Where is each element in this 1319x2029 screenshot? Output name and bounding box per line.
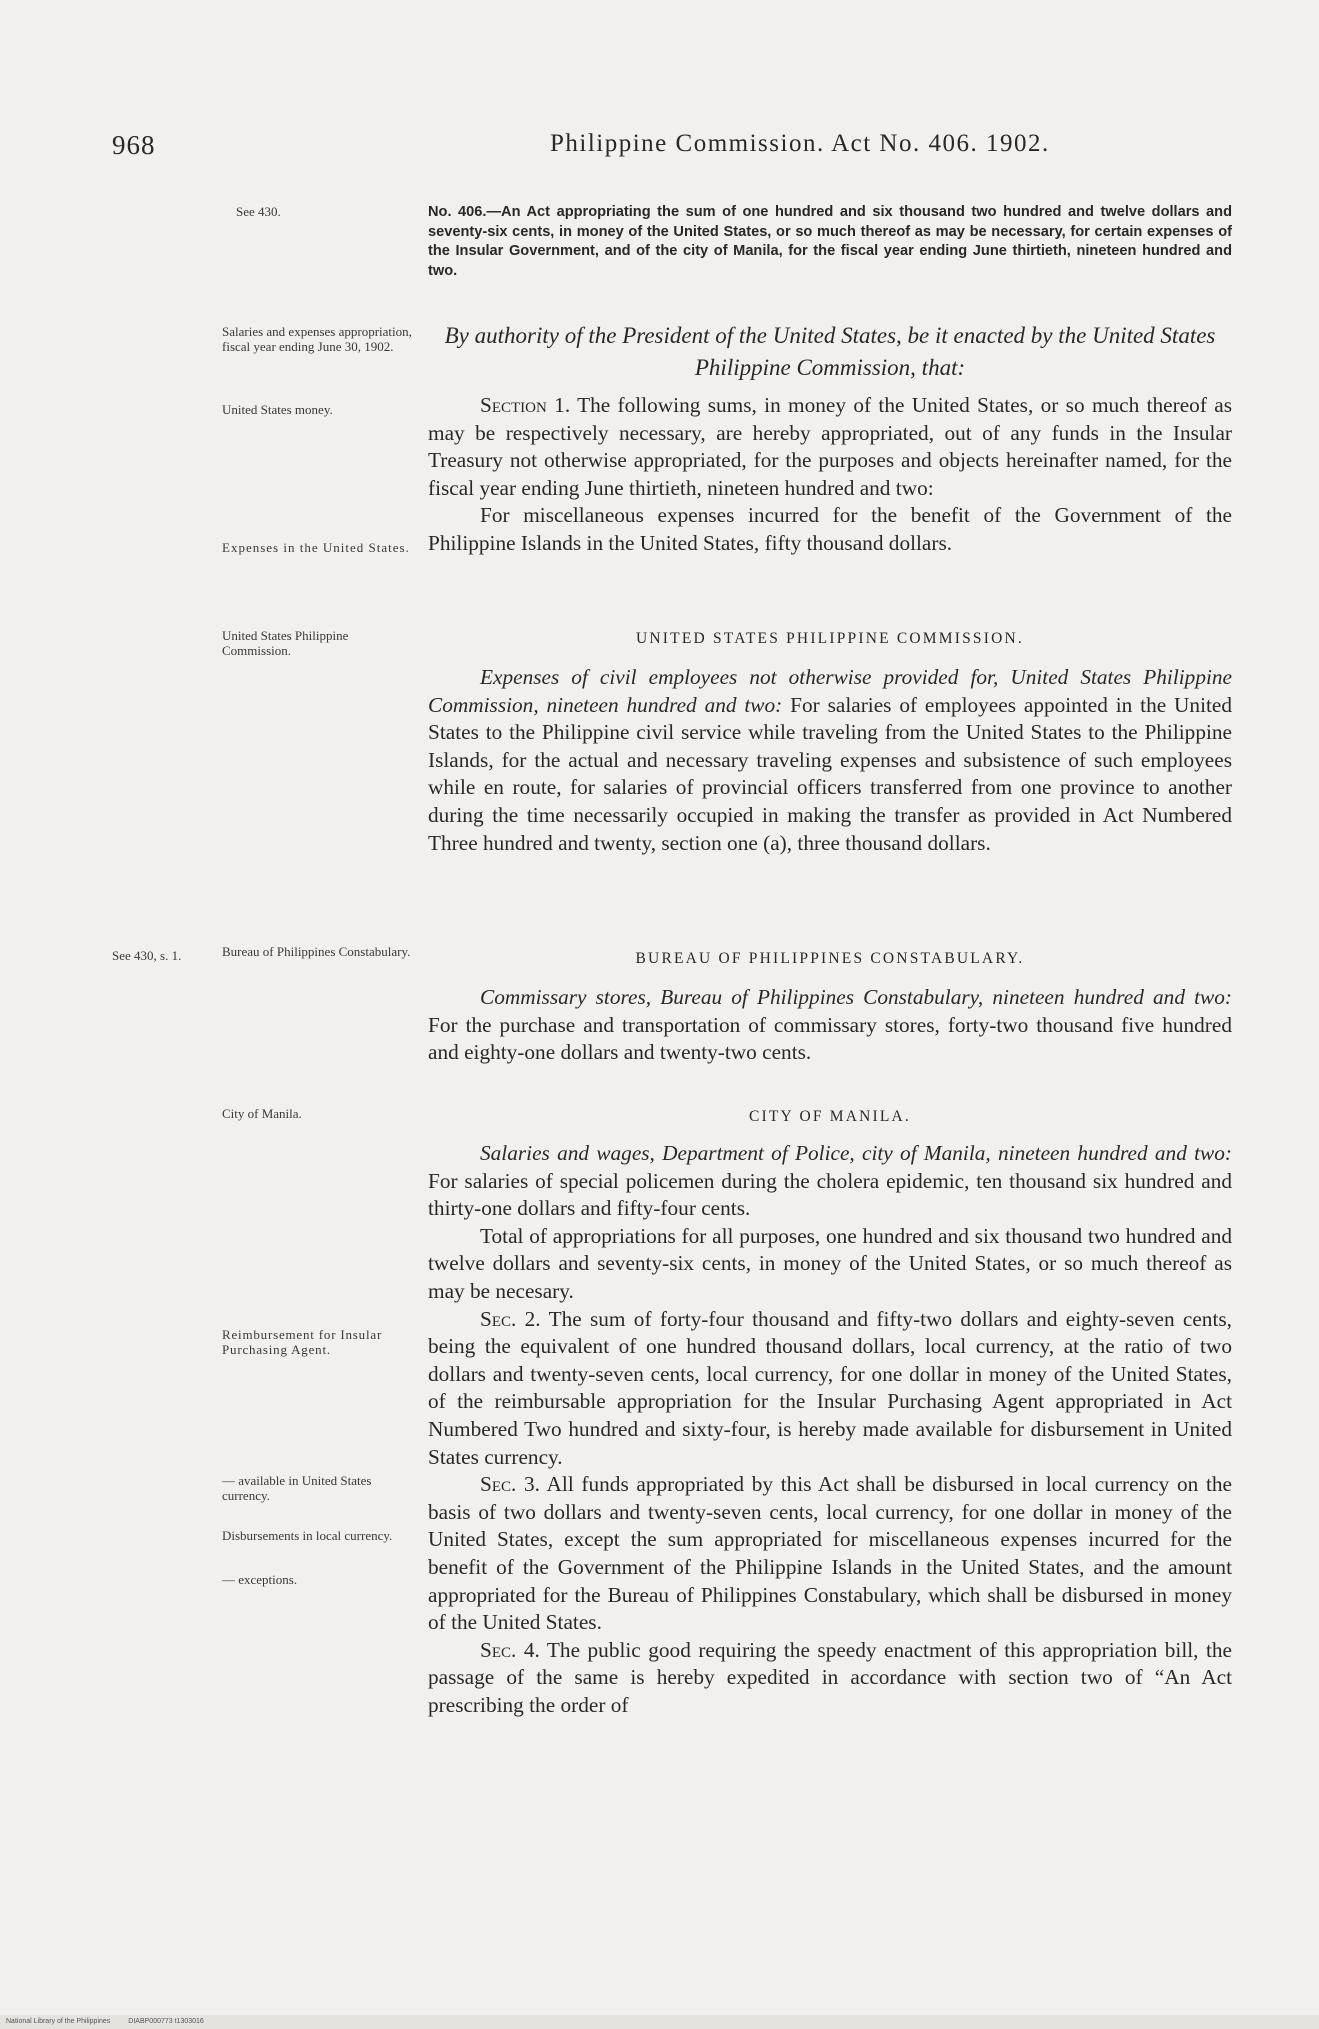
act-title bbox=[428, 203, 1232, 281]
margin-note-expenses-us: Expenses in the United States. bbox=[222, 540, 410, 555]
manila-italic: Salaries and wages, Department of Police, city of Manila, nineteen hundred and two: bbox=[480, 1141, 1232, 1165]
commission-paragraph bbox=[428, 664, 1232, 857]
section-2-label: Sec. 2. bbox=[480, 1306, 541, 1331]
section-2-text: The sum of forty-four thousand and fifty-two dollars and eighty-seven cents, being the equivalent of one hundred thousand dollars, local currency, at the ratio of two dollars and twenty-seven cents, local currency, for one dollar in money of the United States, of the reimbursable appropriation for the Insular Purchasing Agent appropriated in Act Numbered Two hundred and sixty-four, is hereby made available for disbursement in United States currency. bbox=[428, 1306, 1232, 1469]
manila-text: For salaries of special policemen during the cholera epidemic, ten thousand six hundred and thirty-one dollars and fifty-four cents. bbox=[428, 1168, 1232, 1221]
margin-note-constabulary: Bureau of Philippines Constabulary. bbox=[222, 944, 411, 959]
constabulary-text: For the purchase and transportation of commissary stores, forty-two thousand five hundred and eighty-one dollars and twenty-two cents. bbox=[428, 1012, 1232, 1065]
margin-note-salaries: Salaries and expenses appropriation, fiscal year ending June 30, 1902. bbox=[222, 324, 412, 354]
running-head: Philippine Commission. Act No. 406. 1902. bbox=[550, 130, 1050, 157]
enacting-clause: By authority of the President of the United States, be it enacted by the United States Philippine Commission, that: bbox=[444, 323, 1216, 380]
section-1-text: The following sums, in money of the United States, or so much thereof as may be respectively necessary, are hereby appropriated, out of any funds in the Insular Treasury not otherwise appropriated, for the purposes and objects hereinafter named, for the fiscal year ending June thirtieth, nineteen hundred and two: bbox=[428, 393, 1232, 500]
section-4-text: The public good requiring the speedy enactment of this appropriation bill, the passage of the same is hereby expedited in accordance with section two of “An Act prescribing the order of bbox=[428, 1637, 1232, 1717]
section-2-paragraph bbox=[428, 1306, 1232, 1472]
heading-constabulary: BUREAU OF PHILIPPINES CONSTABULARY. bbox=[635, 950, 1025, 967]
constabulary-paragraph bbox=[428, 984, 1232, 1067]
commission-block bbox=[428, 664, 1232, 857]
total-paragraph: Total of appropriations for all purposes, one hundred and six thousand two hundred and twelve dollars and seventy-six cents, in money of the United States, or so much thereof as may be necesary. bbox=[428, 1223, 1232, 1303]
section-3-label: Sec. 3. bbox=[480, 1472, 540, 1497]
heading-city-of-manila: CITY OF MANILA. bbox=[748, 1108, 912, 1125]
margin-note-sec-ref: See 430. bbox=[236, 204, 281, 219]
section-1-label: Section 1. bbox=[480, 393, 571, 417]
section-4-label: Sec. 4. bbox=[480, 1637, 540, 1662]
margin-note-available: — available in United States currency. bbox=[222, 1473, 372, 1503]
scan-footer bbox=[0, 2015, 1319, 2029]
commission-text: For salaries of employees appointed in the United States to the Philippine civil service while traveling from the United States to the Philippine Islands, for the actual and necessary traveling expenses and subsistence of such employees while en route, for salaries of provincial officers transferred from one province to another during the time necessarily occupied in making the transfer as provided in Act Numbered Three hundred and twenty, section one (a), three thousand dollars. bbox=[428, 692, 1232, 855]
margin-note-us-money: United States money. bbox=[222, 402, 333, 417]
section-3-text: All funds appropriated by this Act shall be disbursed in local currency on the basis of two dollars and twenty-seven cents, local currency, for one dollar in money of the United States, except the sum appropriated for miscellaneous expenses incurred for the benefit of the Government of the Philippine Islands in the United States, and the amount appropriated for the Bureau of Philippines Constabulary, which shall be disbursed in money of the United States. bbox=[428, 1472, 1232, 1635]
heading-us-philippine-commission: UNITED STATES PHILIPPINE COMMISSION. bbox=[636, 630, 1024, 647]
section-1-paragraph bbox=[428, 392, 1232, 502]
manila-block bbox=[428, 1140, 1232, 1719]
section-1-block bbox=[428, 392, 1232, 558]
misc-expenses-paragraph: For miscellaneous expenses incurred for the benefit of the Government of the Philippine Islands in the United States, fifty thousand dollars. bbox=[428, 503, 1232, 555]
section-4-paragraph bbox=[428, 1637, 1232, 1720]
scan-id: DIABP000773 t1303016 bbox=[128, 2018, 204, 2025]
manila-paragraph bbox=[428, 1140, 1232, 1223]
margin-note-exceptions: — exceptions. bbox=[222, 1572, 298, 1587]
margin-note-disbursements: Disbursements in local currency. bbox=[222, 1528, 393, 1543]
constabulary-italic: Commissary stores, Bureau of Philippines Constabulary, nineteen hundred and two: bbox=[480, 985, 1232, 1009]
margin-note-manila: City of Manila. bbox=[222, 1106, 302, 1121]
scan-library-credit: National Library of the Philippines bbox=[6, 2018, 111, 2025]
margin-note-us-philippine-commission: United States Philippine Commission. bbox=[222, 628, 349, 658]
page-number: 968 bbox=[112, 130, 156, 160]
act-title-text: No. 406.—An Act appropriating the sum of one hundred and six thousand two hundred and twelve dollars and seventy-six cents, in money of the United States, or so much thereof as may be necessary, for certain expenses of the Insular Government, and of the city of Manila, for the fiscal year ending June thirtieth, nineteen hundred and two. bbox=[428, 204, 1232, 279]
commission-italic: Expenses of civil employees not otherwise provided for, United States Philippine Commission, nineteen hundred and two: bbox=[428, 665, 1232, 717]
section-3-paragraph bbox=[428, 1471, 1232, 1637]
margin-note-reimbursement: Reimbursement for Insular Purchasing Agent. bbox=[222, 1327, 383, 1357]
margin-note-sec-ref-2: See 430, s. 1. bbox=[112, 948, 182, 963]
constabulary-block bbox=[428, 984, 1232, 1067]
